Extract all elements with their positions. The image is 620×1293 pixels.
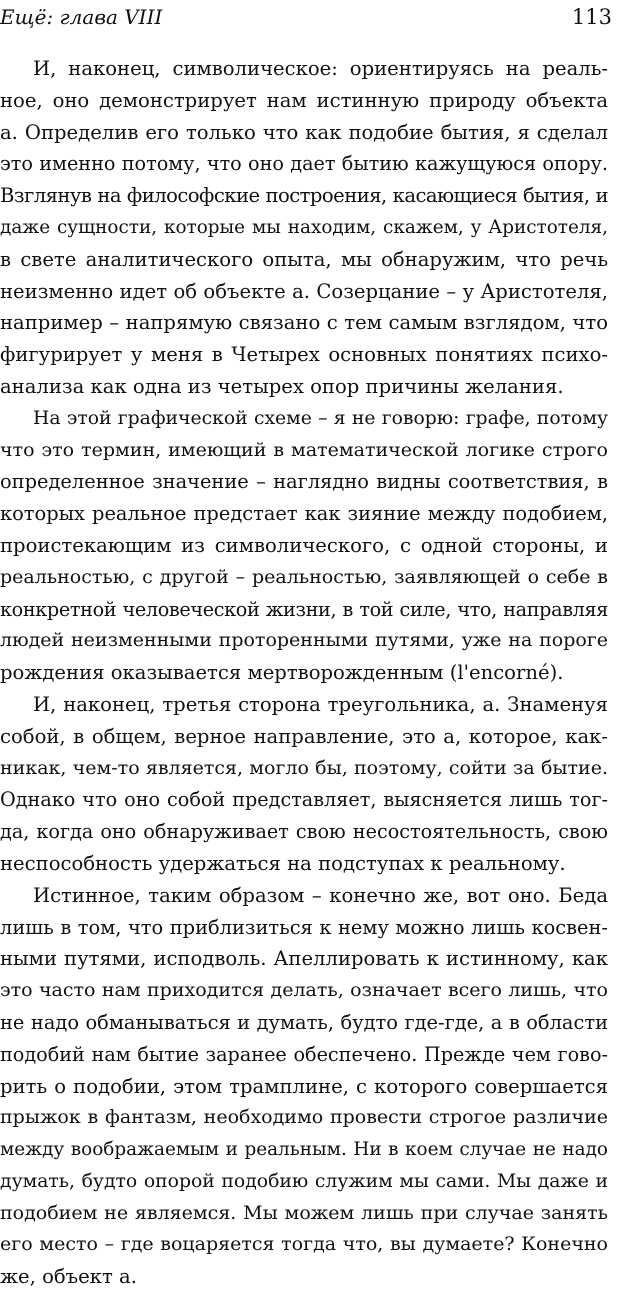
text-line: людей неизменными проторенными путями, уже на пороге <box>0 629 608 652</box>
text-line: думать, будто опорой подобию служим мы сами. Мы даже и <box>0 1170 608 1192</box>
text-line: Взглянув на философские построения, касающиеся бытия, и <box>0 184 608 208</box>
paragraph-2 <box>0 403 608 689</box>
page-number: 113 <box>571 5 612 29</box>
text-line: которых реальное предстает как зияние между подобием, <box>0 502 608 526</box>
paragraph-3 <box>0 689 608 880</box>
text-line: подобий нам бытие заранее обеспечено. Прежде чем гово- <box>0 1042 608 1066</box>
text-line: его место – где воцаряется тогда что, вы думаете? Конечно <box>0 1233 608 1256</box>
text-line: даже сущности, которые мы находим, скажем, у Аристотеля, <box>0 216 608 238</box>
paragraph-1 <box>0 53 608 403</box>
text-line: это именно потому, что оно дает бытию кажущуюся опору. <box>0 152 608 176</box>
text-line: Истинное, таким образом – конечно же, вот оно. Беда <box>33 883 608 907</box>
text-line: собой, в общем, верное направление, это а, которое, как- <box>0 724 608 748</box>
text-line: рить о подобии, этом трамплине, с которого совершается <box>0 1074 608 1098</box>
text-line: да, когда оно обнаруживает свою несостоятельность, свою <box>0 820 608 844</box>
text-line: Однако что оно собой представляет, выясняется лишь тог- <box>0 788 608 812</box>
text-line: фигурирует у меня в Четырех основных понятиях психо- <box>0 343 608 367</box>
text-line: реальностью, с другой – реальностью, заявляющей о себе в <box>0 565 608 588</box>
text-line: между воображаемым и реальным. Ни в коем случае не надо <box>0 1139 608 1161</box>
text-line: анализа как одна из четырех опор причины желания. <box>0 374 564 398</box>
text-line: а. Определив его только что как подобие бытия, я сделал <box>0 120 608 144</box>
paragraph-4 <box>0 880 608 1293</box>
text-line: И, наконец, третья сторона треугольника, а. Знаменуя <box>33 692 608 716</box>
text-line: же, объект а. <box>0 1265 137 1289</box>
text-line: лишь в том, что приблизиться к нему можно лишь косвен- <box>0 915 608 939</box>
text-line: На этой графической схеме – я не говорю: графе, потому <box>33 407 608 429</box>
text-line: рождения оказывается мертворожденным (l'encorné). <box>0 661 564 685</box>
text-line: прыжок в фантазм, необходимо провести строгое различие <box>0 1106 608 1129</box>
text-line: что это термин, имеющий в математической логике строго <box>0 438 608 461</box>
text-line: не надо обманываться и думать, будто где-где, а в области <box>0 1010 608 1034</box>
text-line: определенное значение – наглядно видны соответствия, в <box>0 470 608 494</box>
text-line: никак, чем-то является, могло бы, поэтому, сойти за бытие. <box>0 756 608 779</box>
text-line: ными путями, исподволь. Апеллировать к истинному, как <box>0 947 608 971</box>
text-line: конкретной человеческой жизни, в той силе, что, направляя <box>0 597 608 621</box>
text-line: например – напрямую связано с тем самым взглядом, что <box>0 311 608 335</box>
page-header <box>0 4 612 34</box>
text-line: в свете аналитического опыта, мы обнаружим, что речь <box>0 247 608 271</box>
body-text <box>0 53 608 1293</box>
text-line: проистекающим из символического, с одной стороны, и <box>0 533 608 557</box>
text-line: неспособность удержаться на подступах к реальному. <box>0 851 566 875</box>
running-head: Ещё: глава VIII <box>0 5 163 29</box>
text-line: это часто нам приходится делать, означает всего лишь, что <box>0 979 608 1002</box>
text-line: подобием не являемся. Мы можем лишь при случае занять <box>0 1201 608 1224</box>
text-line: И, наконец, символическое: ориентируясь на реаль- <box>33 57 608 80</box>
text-line: неизменно идет об объекте а. Созерцание – у Аристотеля, <box>0 279 608 303</box>
text-line: ное, оно демонстрирует нам истинную природу объекта <box>0 88 608 112</box>
